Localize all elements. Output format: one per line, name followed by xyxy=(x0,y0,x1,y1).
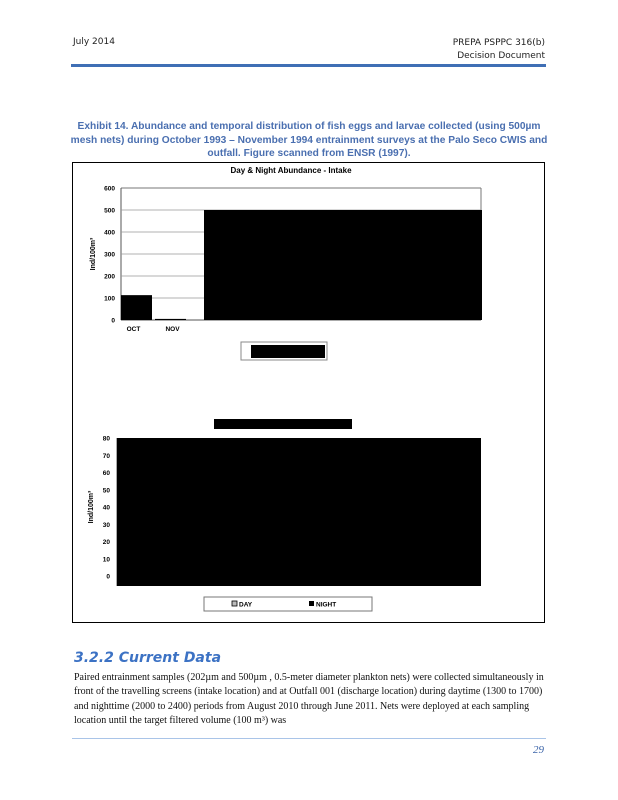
x-tick-label: NOV xyxy=(165,326,180,333)
redacted-block-2 xyxy=(117,438,481,586)
chart-title-redacted xyxy=(214,419,352,429)
figure-svg xyxy=(73,163,546,624)
x-tick-label: OCT xyxy=(126,326,141,333)
redacted-block xyxy=(204,210,482,320)
y-tick-label: 600 xyxy=(104,185,115,193)
header-rule xyxy=(71,64,546,67)
y-tick-label-2: 10 xyxy=(102,556,110,564)
y-tick-label: 200 xyxy=(104,273,115,281)
y-tick-label-2: 70 xyxy=(102,452,110,460)
legend-redacted xyxy=(251,345,325,358)
chart-second xyxy=(88,436,481,612)
section-paragraph: Paired entrainment samples (202µm and 500µm , 0.5-meter diameter plankton nets) were collected simultaneously in front of the travelling screens (intake location) and at Outfall 001 (discharge location) during daytime (1300 to 1700) and nighttime (2000 to 2400) periods from August 2010 through June 2011. Nets were deployed at each sampling location until the target filtered volume (100 m³) was xyxy=(74,672,544,727)
legend-frame-2 xyxy=(204,597,372,611)
footer-rule xyxy=(72,738,546,739)
legend-night-swatch xyxy=(309,601,314,606)
y-axis-label: Ind/100m³ xyxy=(90,237,97,271)
chart-intake xyxy=(90,166,482,429)
y-tick-label-2: 80 xyxy=(102,435,110,443)
legend-day-swatch xyxy=(232,601,237,606)
y-tick-label: 500 xyxy=(104,207,115,215)
header-doc-type: Decision Document xyxy=(457,51,545,61)
y-tick-label-2: 20 xyxy=(102,539,110,546)
legend-2 xyxy=(204,597,372,611)
bar xyxy=(155,319,186,320)
legend-day-label: DAY xyxy=(239,601,253,609)
y-axis-label-2: Ind/100m³ xyxy=(88,490,95,524)
legend-night-label: NIGHT xyxy=(316,601,337,609)
y-tick-label: 0 xyxy=(111,317,115,325)
header-doc-info xyxy=(453,37,545,63)
y-tick-label: 300 xyxy=(104,251,115,259)
chart-title: Day & Night Abundance - Intake xyxy=(230,166,352,175)
y-tick-label-2: 60 xyxy=(102,470,110,477)
section-title: 3.2.2 Current Data xyxy=(74,650,222,666)
y-tick-label: 400 xyxy=(104,229,115,237)
header-date: July 2014 xyxy=(73,37,115,47)
figure-frame xyxy=(72,162,545,623)
y-tick-label-2: 40 xyxy=(102,504,110,512)
page-number: 29 xyxy=(533,744,544,756)
figure-caption: Exhibit 14. Abundance and temporal distribution of fish eggs and larvae collected (using 500µm mesh nets) during October 1993 – November 1994 entrainment surveys at the Palo Seco CWIS and outfall. Figure scanned from ENSR (1997). xyxy=(70,121,548,159)
header-doc-id: PREPA PSPPC 316(b) xyxy=(452,38,545,48)
y-tick-label-2: 30 xyxy=(102,521,110,529)
bar xyxy=(121,295,152,320)
y-tick-label-2: 0 xyxy=(106,573,110,581)
y-tick-label: 100 xyxy=(104,295,115,303)
y-tick-label-2: 50 xyxy=(102,487,110,495)
